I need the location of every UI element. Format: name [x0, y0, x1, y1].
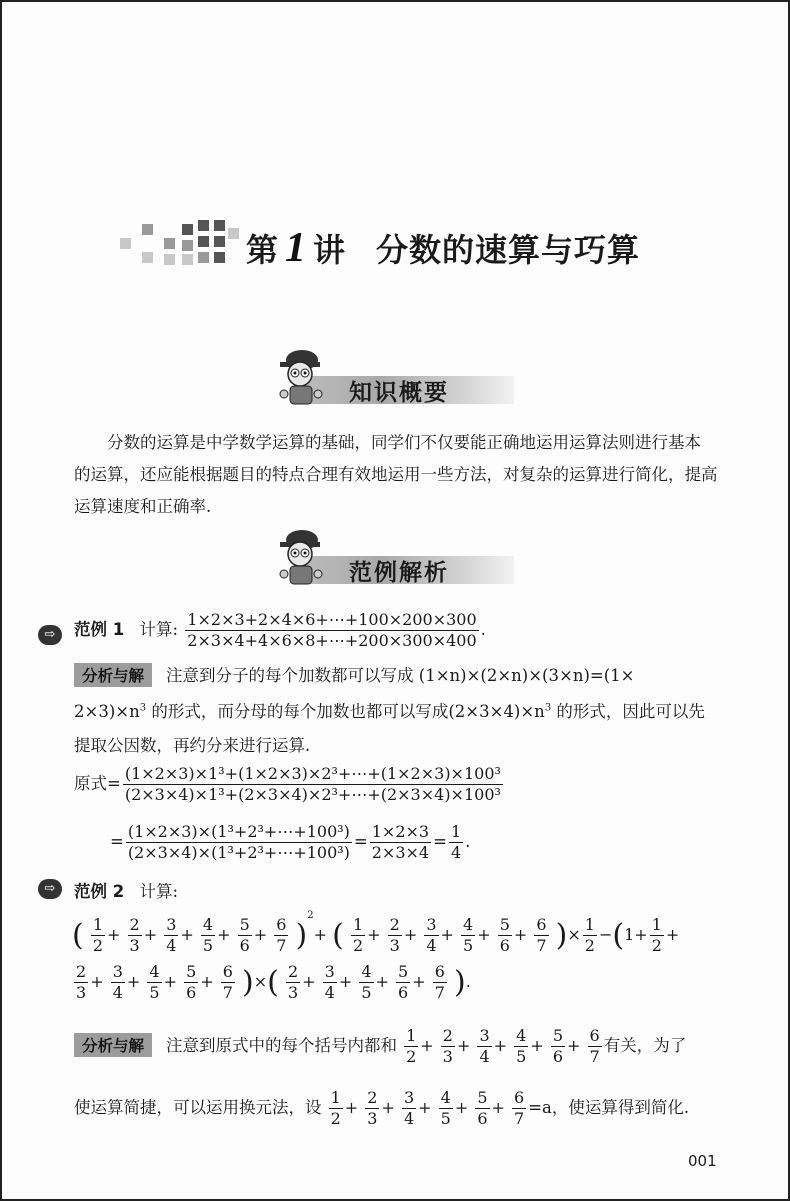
section-banner-examples	[274, 544, 514, 588]
intro-line-3: 运算速度和正确率.	[74, 497, 212, 516]
example-2-label: 范例 2	[74, 882, 125, 901]
intro-line-2: 的运算，还应能根据题目的特点合理有效地运用一些方法，对复杂的运算进行简化，提高	[74, 465, 718, 484]
cartoon-boy-icon	[274, 346, 328, 410]
step-2-numerator: (1×2×3)×(1³+2³+⋯+100³)	[127, 822, 350, 841]
cartoon-boy-icon	[274, 526, 328, 590]
section-title-examples: 范例解析	[349, 560, 449, 586]
chapter-title	[246, 224, 640, 272]
superscript: 3	[544, 702, 552, 714]
analysis-2-line-1: 分析与解 注意到原式中的每个括号内都和 $\frac{1}{2}$ + $\frac{2}{3}$ + $\frac{3}{4}$ + $\frac{4}{5}$ + $\frac{5}{6}$ + $\frac{6}{7}$ 有关，为了	[74, 1026, 686, 1067]
example-1-prompt: 计算:	[139, 620, 179, 639]
page-number: 001	[688, 1152, 717, 1170]
step-3-denominator: 2×3×4	[371, 843, 430, 862]
analysis-1-line-2	[74, 698, 705, 722]
section-banner-overview	[274, 364, 514, 408]
analysis-2-text-1: 注意到原式中的每个括号内都和	[166, 1036, 398, 1055]
equals: =	[110, 832, 124, 851]
solution-step-2	[110, 822, 470, 863]
analysis-1-text-2c: 的形式，因此可以先	[551, 702, 705, 721]
chapter-suffix: 讲	[313, 231, 347, 269]
analysis-tag: 分析与解	[74, 663, 152, 687]
result-denominator: 4	[450, 843, 462, 862]
period: .	[465, 832, 471, 851]
section-title-overview: 知识概要	[349, 380, 449, 406]
decorative-squares	[120, 220, 242, 266]
step-2-denominator: (2×3×4)×(1³+2³+⋯+100³)	[127, 843, 350, 862]
step-3-numerator: 1×2×3	[371, 822, 430, 841]
analysis-1-line-3: 提取公因数，再约分来进行运算.	[74, 736, 311, 755]
chapter-number: 1	[285, 225, 308, 271]
analysis-2-text-2: 使运算简捷，可以运用换元法，设	[74, 1098, 322, 1117]
analysis-2-line-2: 使运算简捷，可以运用换元法，设 $\frac{1}{2}$ + $\frac{2}{3}$ + $\frac{3}{4}$ + $\frac{4}{5}$ + $\frac{5}{6}$ + $\frac{6}{7}$ =a，使运算得到简化.	[74, 1088, 690, 1128]
example-2-statement	[74, 878, 178, 902]
example-2-expression-line-2: $\frac{2}{3}$ + $\frac{3}{4}$ + $\frac{4}{5}$ + $\frac{5}{6}$ + $\frac{6}{7}$ )×( $\frac{2}{3}$ + $\frac{3}{4}$ + $\frac{4}{5}$ + $\frac{5}{6}$ + $\frac{6}{7}$ ).	[76, 962, 471, 1002]
intro-line-1: 分数的运算是中学数学运算的基础，同学们不仅要能正确地运用运算法则进行基本	[107, 433, 701, 452]
example-2-prompt: 计算:	[139, 882, 179, 901]
analysis-1-text-1: 注意到分子的每个加数都可以写成 (1×n)×(2×n)×(3×n)=(1×	[166, 666, 635, 685]
example-1-denominator: 2×3×4+4×6×8+⋯+200×300×400	[187, 631, 477, 650]
analysis-1-text-2b: 的形式，而分母的每个加数也都可以写成(2×3×4)×n	[146, 702, 545, 721]
analysis-2-text-1-end: 有关，为了	[603, 1036, 687, 1055]
analysis-2-text-2-end: =a，使运算得到简化.	[528, 1098, 690, 1117]
example-2-expression-line-1: ( $\frac{1}{2}$ + $\frac{2}{3}$ + $\frac{3}{4}$ + $\frac{4}{5}$ + $\frac{5}{6}$ + $\frac{6}{7}$ )$^2$+ ( $\frac{1}{2}$ + $\frac{2}{3}$ + $\frac{3}{4}$ + $\frac{4}{5}$ + $\frac{5}{6}$ + $\frac{6}{7}$ )× $\frac{1}{2}$ −(1+ $\frac{1}{2}$ +	[72, 910, 680, 955]
analysis-tag: 分析与解	[74, 1033, 152, 1057]
step-1-denominator: (2×3×4)×1³+(2×3×4)×2³+⋯+(2×3×4)×100³	[124, 785, 501, 804]
analysis-1-line-1	[74, 662, 634, 687]
example-1-numerator: 1×2×3+2×4×6+⋯+100×200×300	[187, 610, 477, 629]
equals: =	[353, 832, 368, 851]
analysis-1-text-2a: 2×3)×n	[74, 702, 140, 721]
solution-step-1	[74, 764, 505, 805]
superscript: 3	[139, 702, 147, 714]
step-1-numerator: (1×2×3)×1³+(1×2×3)×2³+⋯+(1×2×3)×100³	[124, 764, 501, 783]
example-1-label: 范例 1	[74, 620, 125, 639]
chapter-prefix: 第	[246, 231, 280, 269]
example-1-fraction	[185, 610, 478, 651]
chapter-name: 分数的速算与巧算	[376, 231, 641, 269]
step-label: 原式=	[74, 774, 121, 793]
example-1-statement	[74, 610, 486, 651]
arrow-icon: ⇨	[38, 625, 62, 645]
result-numerator: 1	[450, 822, 462, 841]
period: .	[480, 620, 486, 639]
arrow-icon: ⇨	[38, 879, 62, 899]
equals: =	[433, 832, 447, 851]
intro-paragraph	[74, 427, 724, 523]
